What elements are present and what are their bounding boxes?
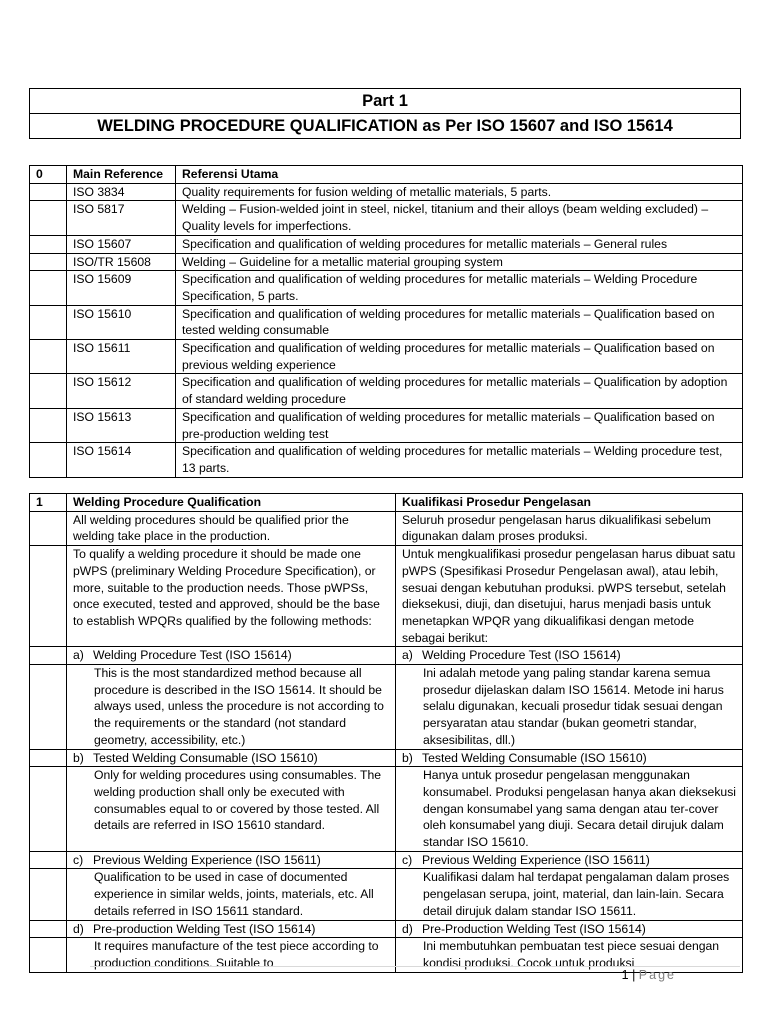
method-letter: d)	[73, 921, 84, 936]
method-body-id: Ini membutuhkan pembuatan test piece sesuai dengan kondisi produksi. Cocok untuk produksi	[396, 938, 743, 972]
method-title-id: Pre-Production Welding Test (ISO 15614)	[422, 921, 646, 936]
method-title-id: Previous Welding Experience (ISO 15611)	[422, 852, 650, 867]
reference-code: ISO 15612	[67, 374, 176, 408]
qualification-table	[29, 493, 743, 973]
method-title-row	[30, 920, 743, 938]
title-box	[29, 88, 741, 139]
table-row	[30, 374, 743, 408]
reference-code: ISO 15609	[67, 271, 176, 305]
col-indonesian: Kualifikasi Prosedur Pengelasan	[396, 494, 743, 512]
reference-code: ISO 15614	[67, 443, 176, 477]
reference-code: ISO 15607	[67, 235, 176, 253]
method-body-row	[30, 869, 743, 920]
method-letter: b)	[402, 750, 413, 765]
reference-desc: Specification and qualification of welding procedures for metallic materials – Welding Procedure Specification, 5 parts.	[176, 271, 743, 305]
method-body-en: Qualification to be used in case of documented experience in similar welds, joints, materials, etc. All details referred in ISO 15611 standard.	[67, 869, 396, 920]
table-row	[30, 253, 743, 271]
reference-col-main: Main Reference	[67, 166, 176, 184]
reference-code: ISO 5817	[67, 201, 176, 235]
method-title-row	[30, 647, 743, 665]
method-letter: c)	[402, 852, 413, 867]
method-title-row	[30, 749, 743, 767]
reference-desc: Specification and qualification of welding procedures for metallic materials – Qualification by adoption of standard welding procedure	[176, 374, 743, 408]
method-body-row	[30, 767, 743, 852]
method-body-id: Kualifikasi dalam hal terdapat pengalaman dalam proses pengelasan serupa, joint, material, dan lain-lain. Secara detail dirujuk dalam standar ISO 15611.	[396, 869, 743, 920]
method-body-en: Only for welding procedures using consumables. The welding production shall only be executed with consumables equal to or covered by those tested. All details are referred in ISO 15610 standard.	[67, 767, 396, 852]
intro-id: Untuk mengkualifikasi prosedur pengelasan harus dibuat satu pWPS (Spesifikasi Prosedur Pengelasan awal), atau lebih, sesuai dengan kebutuhan produksi. pWPS tersebut, setelah dieksekusi, diuji, dan disetujui, harus menjadi basis untuk menetapkan WPQR yang dikualifikasi dengan metode sebagai berikut:	[396, 546, 743, 647]
table-row	[30, 305, 743, 339]
page-footer	[622, 966, 676, 984]
reference-desc: Specification and qualification of welding procedures for metallic materials – Qualification based on tested welding consumable	[176, 305, 743, 339]
reference-code: ISO 15610	[67, 305, 176, 339]
method-letter: c)	[73, 852, 84, 867]
table-row	[30, 443, 743, 477]
page-number: 1	[621, 968, 629, 982]
method-title-en: Welding Procedure Test (ISO 15614)	[93, 648, 292, 663]
reference-desc: Specification and qualification of welding procedures for metallic materials – Welding procedure test, 13 parts.	[176, 443, 743, 477]
method-title-id: Tested Welding Consumable (ISO 15610)	[422, 750, 647, 765]
method-body-en: It requires manufacture of the test piece according to production conditions. Suitable to	[67, 938, 396, 972]
method-title-en: Pre-production Welding Test (ISO 15614)	[93, 921, 316, 936]
method-body-en: This is the most standardized method because all procedure is described in the ISO 15614. It should be always used, unless the procedure is not according to the requirements or the standard (not standard geometry, accessibility, etc.)	[67, 665, 396, 750]
reference-col-ref: Referensi Utama	[176, 166, 743, 184]
method-letter: a)	[402, 648, 413, 663]
qualification-header-row	[30, 494, 743, 512]
table-row	[30, 235, 743, 253]
reference-code: ISO 15613	[67, 408, 176, 442]
reference-desc: Specification and qualification of welding procedures for metallic materials – Qualification based on previous welding experience	[176, 340, 743, 374]
method-title-row	[30, 851, 743, 869]
method-body-id: Ini adalah metode yang paling standar karena semua prosedur dijelaskan dalam ISO 15614. Metode ini harus selalu digunakan, kecuali prosedur tidak sesuai dengan persyaratan atau standar (bukan geometri standar, aksesibilitas, dll.)	[396, 665, 743, 750]
table-row	[30, 183, 743, 201]
table-row	[30, 408, 743, 442]
part-heading: Part 1	[362, 92, 408, 110]
intro-en: To qualify a welding procedure it should be made one pWPS (preliminary Welding Procedure Specification), or more, suitable to the production needs. Those pWPSs, once executed, tested and approved, should be the base to establish WPQRs qualified by the following methods:	[67, 546, 396, 647]
reference-code: ISO 3834	[67, 183, 176, 201]
reference-desc: Welding – Fusion-welded joint in steel, nickel, titanium and their alloys (beam welding excluded) – Quality levels for imperfections.	[176, 201, 743, 235]
reference-desc: Specification and qualification of welding procedures for metallic materials – Qualification based on pre-production welding test	[176, 408, 743, 442]
reference-header-row	[30, 166, 743, 184]
method-letter: a)	[73, 648, 84, 663]
reference-desc: Specification and qualification of welding procedures for metallic materials – General rules	[176, 235, 743, 253]
method-letter: d)	[402, 921, 413, 936]
method-title-en: Tested Welding Consumable (ISO 15610)	[93, 750, 318, 765]
page-label: Page	[638, 968, 676, 982]
reference-code: ISO/TR 15608	[67, 253, 176, 271]
table-row	[30, 201, 743, 235]
method-title-id: Welding Procedure Test (ISO 15614)	[422, 648, 621, 663]
intro-id: Seluruh prosedur pengelasan harus dikualifikasi sebelum digunakan dalam proses produksi.	[396, 511, 743, 545]
table-row	[30, 271, 743, 305]
section-number: 1	[30, 494, 67, 512]
intro-en: All welding procedures should be qualified prior the welding take place in the production.	[67, 511, 396, 545]
method-title-en: Previous Welding Experience (ISO 15611)	[93, 852, 321, 867]
method-body-row	[30, 665, 743, 750]
footer-separator: |	[632, 968, 636, 982]
reference-table	[29, 165, 743, 478]
method-letter: b)	[73, 750, 84, 765]
table-row	[30, 511, 743, 545]
reference-section-number: 0	[30, 166, 67, 184]
col-english: Welding Procedure Qualification	[67, 494, 396, 512]
reference-desc: Welding – Guideline for a metallic material grouping system	[176, 253, 743, 271]
method-body-id: Hanya untuk prosedur pengelasan menggunakan konsumabel. Produksi pengelasan hanya akan dieksekusi dengan konsumabel yang sama dengan atau ter-cover oleh konsumabel yang diuji. Secara detail dirujuk dalam standar ISO 15610.	[396, 767, 743, 852]
table-row	[30, 546, 743, 647]
table-row	[30, 340, 743, 374]
reference-desc: Quality requirements for fusion welding of metallic materials, 5 parts.	[176, 183, 743, 201]
reference-code: ISO 15611	[67, 340, 176, 374]
document-title: WELDING PROCEDURE QUALIFICATION as Per ISO 15607 and ISO 15614	[30, 113, 740, 138]
